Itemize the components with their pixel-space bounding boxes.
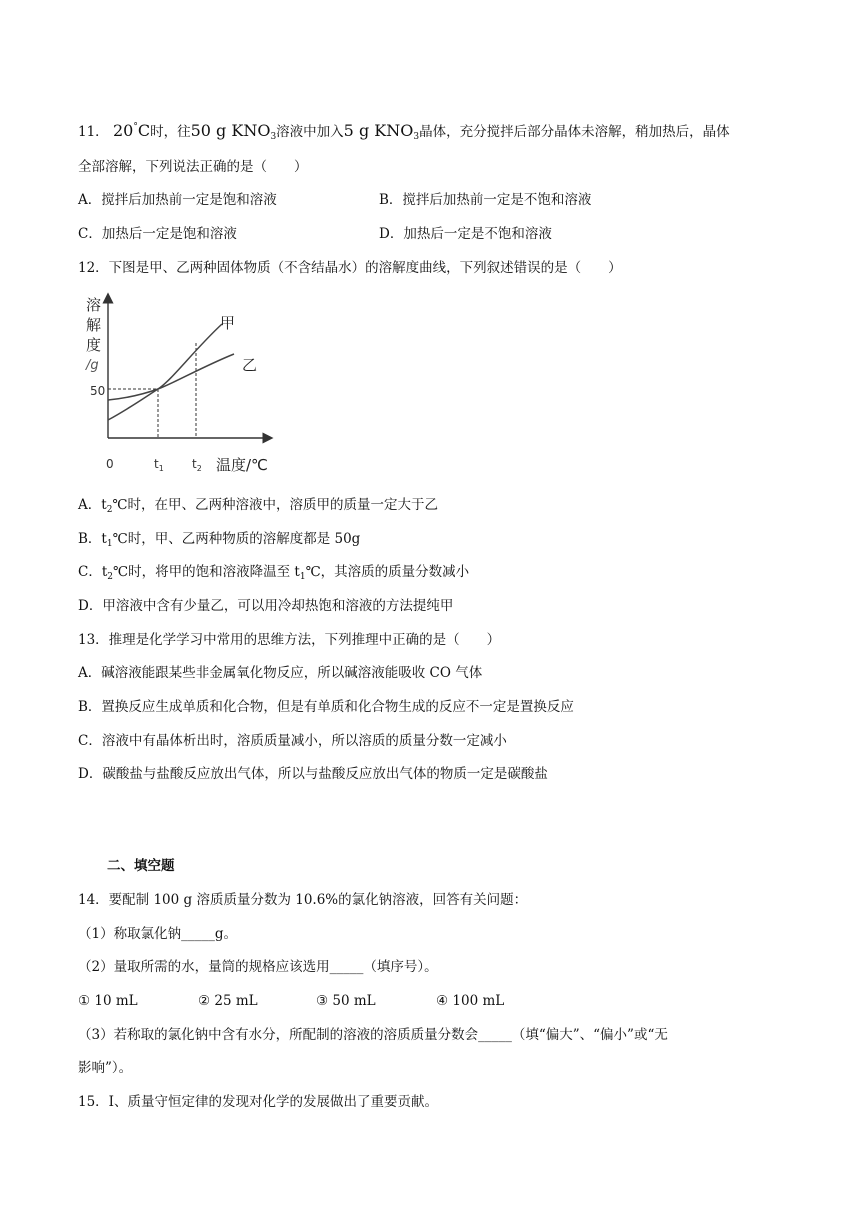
q12-c-sub2: 1 [299,572,306,582]
q14-stem: 14．要配制 100 g 溶质质量分数为 10.6%的氯化钠溶液，回答有关问题： [78,892,528,908]
q12-c-text1: ℃时，将甲的饱和溶液降温至 t [113,564,300,580]
q12-option-d: D．甲溶液中含有少量乙，可以用冷却热饱和溶液的方法提纯甲 [78,598,454,614]
q14-part1: （1）称取氯化钠_____g。 [78,926,237,942]
ylabel-char-2: 解 [86,316,102,334]
x-tick-t2: $t_2$ [192,457,202,473]
ylabel-unit: /g [86,358,99,373]
q11-text3: 晶体，充分搅拌后部分晶体未溶解，稍加热后，晶体 [419,124,730,140]
q11-mass2: 5 g KNO [343,121,414,140]
q14-choice-2: ② 25 mL [198,993,258,1009]
label-jia: 甲 [220,314,236,332]
q14-part3-line2: 影响”）。 [78,1060,133,1076]
x-tick-t1: $t_1$ [154,457,164,473]
q12-b-prefix: B．t [78,531,107,547]
q11-text2: 溶液中加入 [276,124,344,140]
q13-option-c: C．溶液中有晶体析出时，溶质质量减小，所以溶质的质量分数一定减小 [78,733,507,749]
q12-a-sub: 2 [106,505,113,515]
q12-c-text2: ℃，其溶质的质量分数减小 [305,564,470,580]
q12-a-text: ℃时，在甲、乙两种溶液中，溶质甲的质量一定大于乙 [112,497,439,513]
curve-jia [108,324,222,420]
q11-celsius: C [137,121,151,140]
q11-option-a: A．搅拌后加热前一定是饱和溶液 [78,192,277,208]
q12-option-a [78,496,438,519]
q11-option-b: B．搅拌后加热前一定是不饱和溶液 [379,192,592,208]
q12-b-text: ℃时，甲、乙两种物质的溶解度都是 50g [112,531,361,547]
q12-option-b [78,530,360,553]
q13-option-a: A．碱溶液能跟某些非金属氧化物反应，所以碱溶液能吸收 CO 气体 [78,665,483,681]
ylabel-char-1: 溶 [86,296,102,314]
q14-choice-3: ③ 50 mL [316,993,376,1009]
q11-line2: 全部溶解，下列说法正确的是（ ） [78,159,308,175]
q11-option-d: D．加热后一定是不饱和溶液 [379,226,552,242]
q14-part3-line1: （3）若称取的氯化钠中含有水分，所配制的溶液的溶质质量分数会_____（填“偏大”、“偏小”或“无 [78,1027,668,1043]
q12-c-prefix: C．t [78,564,108,580]
q11-line1 [78,118,730,146]
y-tick-50: 50 [90,384,106,398]
q12-option-c [78,563,469,586]
xlabel: 温度/℃ [216,456,268,474]
q14-choice-1: ① 10 mL [78,993,138,1009]
q13-option-b: B．置换反应生成单质和化合物，但是有单质和化合物生成的反应不一定是置换反应 [78,699,574,715]
q14-choice-4: ④ 100 mL [436,993,505,1009]
q14-part2: （2）量取所需的水，量筒的规格应该选用_____（填序号）。 [78,959,438,975]
q12-stem: 12．下图是甲、乙两种固体物质（不含结晶水）的溶解度曲线，下列叙述错误的是（ ） [78,260,622,276]
q11-sub2: 3 [413,132,420,142]
q11-option-c: C．加热后一定是饱和溶液 [78,226,237,242]
q11-mass1: 50 g KNO [190,121,271,140]
section-heading: 二、填空题 [107,858,175,874]
q13-stem: 13．推理是化学学习中常用的思维方法，下列推理中正确的是（ ） [78,632,501,648]
q15-stem: 15．I、质量守恒定律的发现对化学的发展做出了重要贡献。 [78,1094,439,1110]
q11-number: 11． [78,124,109,140]
solubility-chart [82,288,282,480]
q12-c-sub: 2 [107,572,113,582]
q11-sub1: 3 [270,132,277,142]
q13-option-d: D．碳酸盐与盐酸反应放出气体，所以与盐酸反应放出气体的物质一定是碳酸盐 [78,766,548,782]
q12-b-sub: 1 [106,539,113,549]
q11-text1: 时，往 [150,124,191,140]
q12-a-prefix: A．t [78,497,107,513]
q11-temperature: 20 [112,121,134,140]
ylabel-char-3: 度 [86,336,102,354]
q11-degree: ° [133,122,138,132]
label-yi: 乙 [242,356,258,374]
x-tick-0: 0 [106,457,114,471]
